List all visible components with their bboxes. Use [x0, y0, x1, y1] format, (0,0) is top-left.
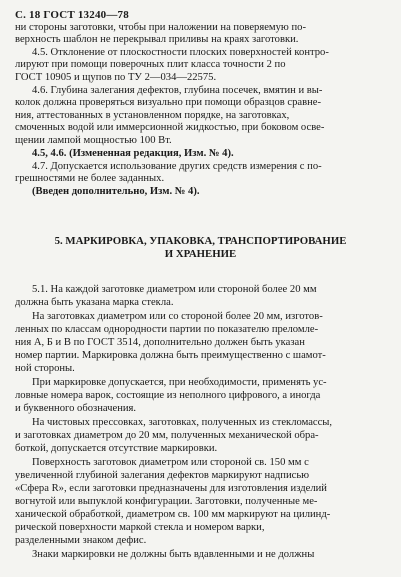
text-line: 4.6. Глубина залегания дефектов, глубина посечек, вмятин и вы- — [32, 85, 323, 96]
text-line: «Сфера R», если заготовки предназначены для изготовления изделий — [15, 483, 327, 494]
text-line: верхность шаблон не перекрывал приливы на краях заготовки. — [15, 34, 299, 45]
text-line: Поверхность заготовок диаметром или стороной св. 150 мм с — [32, 457, 309, 468]
text-line: разделенными знаком дефис. — [15, 535, 147, 546]
text-line: ГОСТ 10905 и щупов по ТУ 2—034—22575. — [15, 72, 217, 83]
text-line: ни стороны заготовки, чтобы при наложении на поверяемую по- — [15, 22, 306, 33]
text-line: грешностями не более заданных. — [15, 173, 165, 184]
text-line: вогнутой или выпуклой конфигурации. Заготовки, полученные ме- — [15, 496, 318, 507]
section-title: И ХРАНЕНИЕ — [164, 248, 237, 260]
amendment-note: 4.5, 4.6. (Измененная редакция, Изм. № 4). — [32, 148, 234, 159]
text-line: ленных по классам однородности партии по показателю преломле- — [15, 324, 319, 335]
text-line: ния, аттестованных в установленном порядке, на заготовках, — [15, 110, 290, 121]
text-line: лируют при помощи поверочных плит класса точности 2 по — [15, 59, 286, 70]
text-line: рической поверхности маркой стекла и номером варки, — [15, 522, 265, 533]
text-line: На чистовых прессовках, заготовках, полученных из стекломассы, — [32, 417, 333, 428]
text-line: ханической обработкой, диаметром св. 100 мм маркируют на цилинд- — [15, 509, 331, 520]
text-line: На заготовках диаметром или со стороной более 20 мм, изготов- — [32, 311, 323, 322]
text-line: и заготовках диаметром до 20 мм, полученных механической обра- — [15, 430, 319, 441]
text-line: 4.7. Допускается использование других средств измерения с по- — [32, 161, 322, 172]
text-line: смоченных водой или иммерсионной жидкостью, при боковом осве- — [15, 122, 325, 133]
text-line: 4.5. Отклонение от плоскостности плоских поверхностей контро- — [32, 47, 329, 58]
text-line: номер партии. Маркировка должна быть преимущественно с шамот- — [15, 350, 326, 361]
text-line: Знаки маркировки не должны быть вдавленными и не должны — [32, 549, 315, 560]
text-line: и буквенного обозначения. — [15, 403, 137, 414]
amendment-note: (Введен дополнительно, Изм. № 4). — [32, 186, 200, 197]
text-line: щении лампой мощностью 100 Вт. — [15, 135, 172, 146]
text-line: 5.1. На каждой заготовке диаметром или стороной более 20 мм — [32, 284, 317, 295]
text-line: увеличенной глубиной залегания дефектов маркируют надписью — [15, 470, 310, 481]
section-title: 5. МАРКИРОВКА, УПАКОВКА, ТРАНСПОРТИРОВАНИЕ — [54, 235, 347, 247]
text-line: колок должна проверяться визуально при помощи образцов сравне- — [15, 97, 322, 108]
text-line: ной стороны. — [15, 363, 75, 374]
page-header: С. 18 ГОСТ 13240—78 — [15, 9, 129, 21]
text-line: должна быть указана марка стекла. — [15, 297, 174, 308]
text-line: боткой, допускается отсутствие маркировки. — [15, 443, 218, 454]
text-line: ловные номера варок, состоящие из неполного цифрового, а иногда — [15, 390, 321, 401]
text-line: ния А, Б и В по ГОСТ 3514, дополнительно должен быть указан — [15, 337, 305, 348]
text-line: При маркировке допускается, при необходимости, применять ус- — [32, 377, 327, 388]
